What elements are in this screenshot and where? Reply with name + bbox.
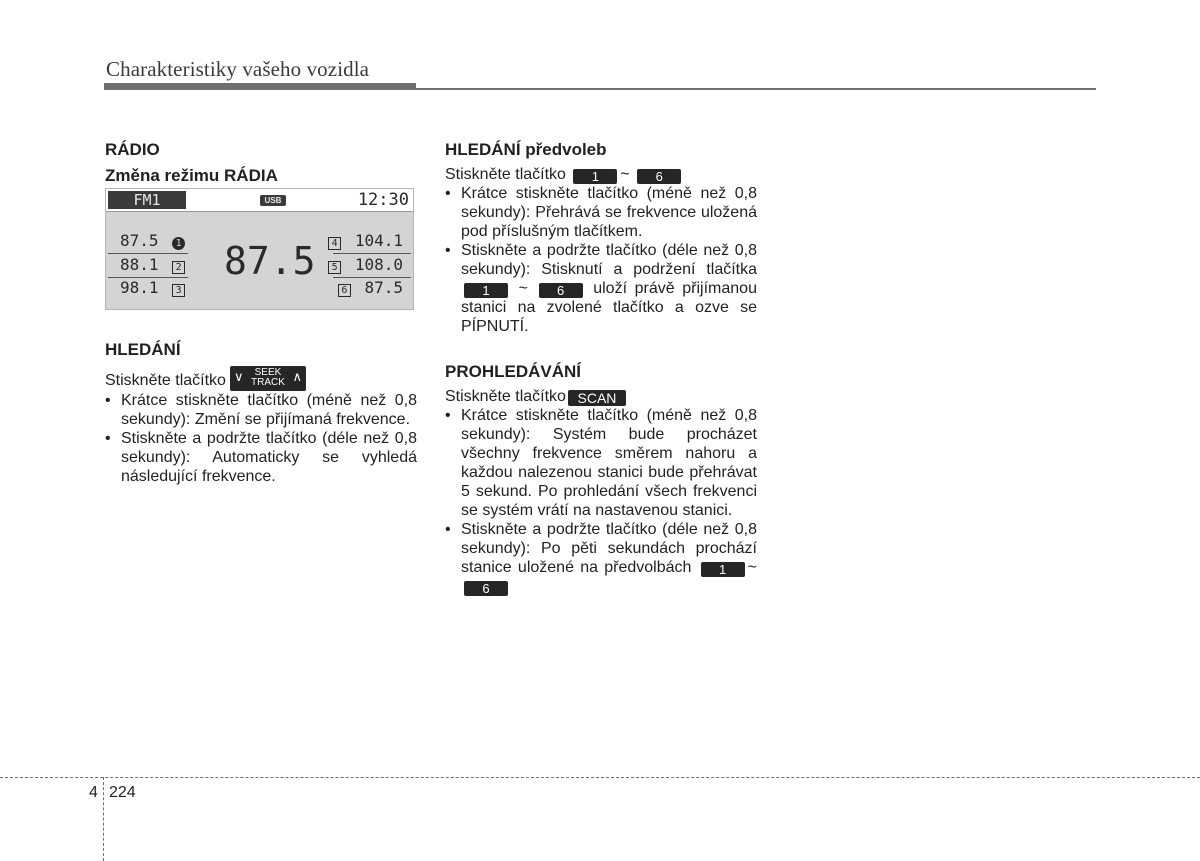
preset-separator: [333, 253, 411, 254]
list-item: • Krátce stiskněte tlačítko (méně než 0,8 sekundy): Přehrává se frekvence uložená pod příslušným tlačítkem.: [445, 184, 757, 241]
preset-1-button[interactable]: 1: [573, 169, 617, 184]
preset-number-badge: 4: [328, 237, 341, 250]
radio-display: [105, 188, 414, 310]
chevron-down-icon: ∨: [233, 369, 244, 384]
tilde: ~: [747, 559, 757, 576]
preset-row: [120, 256, 198, 274]
preset-freq: 98.1: [120, 278, 159, 297]
preset-1-button[interactable]: 1: [464, 283, 508, 298]
header-rule-thick: [104, 83, 416, 90]
preset-row: [325, 279, 403, 297]
right-column: [445, 140, 757, 596]
usb-badge: USB: [260, 195, 286, 206]
preset-search-bullets: [445, 184, 757, 336]
preset-number-badge: 1: [172, 237, 185, 250]
preset-number-badge: 5: [328, 261, 341, 274]
preset-row: [120, 232, 198, 250]
preset-freq: 87.5: [120, 231, 159, 250]
header-title: Charakteristiky vašeho vozidla: [106, 57, 370, 81]
header-rule-thin: [416, 88, 1096, 90]
scan-lead: [445, 387, 757, 406]
preset-row: [120, 279, 198, 297]
display-top-bar: [106, 189, 413, 212]
scan-button[interactable]: SCAN: [568, 390, 626, 406]
tilde: ~: [620, 166, 630, 183]
preset-separator: [108, 253, 188, 254]
footer-divider: [103, 777, 104, 861]
list-item: • Krátce stiskněte tlačítko (méně než 0,8 sekundy): Systém bude procházet všechny frekvence směrem nahoru a každou nalezenou stanici bude přehrávat 5 sekund. Po prohledání všech frekvenci se systém vrátí na nastavenou stanici.: [445, 406, 757, 520]
preset-search-heading: HLEDÁNÍ předvoleb: [445, 140, 607, 159]
list-item: [445, 241, 757, 336]
bullet-text: uloží právě přijímanou stanici na zvolené tlačítko a ozve se PÍPNUTÍ.: [461, 280, 757, 335]
search-bullets: [105, 391, 417, 486]
chapter-number: 4: [89, 784, 98, 801]
radio-mode-heading: Změna režimu RÁDIA: [105, 166, 278, 185]
bullet-text: Stiskněte a podržte tlačítko (déle než 0,8 sekundy): Po pěti sekundách prochází stanice uložené na předvolbách: [461, 521, 757, 576]
preset-1-button[interactable]: 1: [701, 562, 745, 577]
page-number: 224: [109, 784, 136, 801]
current-frequency: 87.5: [224, 239, 316, 283]
seek-label: SEEK: [254, 367, 282, 378]
search-section: [105, 340, 417, 486]
preset-6-button[interactable]: 6: [539, 283, 583, 298]
preset-freq: 87.5: [364, 278, 403, 297]
seek-track-button[interactable]: [230, 366, 306, 391]
preset-row: [325, 256, 403, 274]
clock: 12:30: [357, 190, 409, 210]
scan-heading: PROHLEDÁVÁNÍ: [445, 362, 582, 381]
preset-6-button[interactable]: 6: [464, 581, 508, 596]
bullet-text: Stiskněte a podržte tlačítko (déle než 0,8 sekundy): Stisknutí a podržení tlačítka: [461, 242, 757, 278]
left-column: [105, 140, 417, 186]
preset-number-badge: 2: [172, 261, 185, 274]
preset-number-badge: 3: [172, 284, 185, 297]
preset-lead-text: Stiskněte tlačítko: [445, 166, 566, 183]
list-item: [445, 520, 757, 596]
preset-freq: 104.1: [354, 231, 403, 250]
list-item: • Stiskněte a podržte tlačítko (déle než 0,8 sekundy): Automaticky se vyhledá následující frekvence.: [105, 429, 417, 486]
search-heading: HLEDÁNÍ: [105, 340, 181, 359]
footer-rule: [0, 777, 1200, 778]
list-item: • Krátce stiskněte tlačítko (méně než 0,8 sekundy): Změní se přijímaná frekvence.: [105, 391, 417, 429]
chevron-up-icon: ∧: [292, 369, 302, 384]
band-indicator: FM1: [108, 191, 186, 209]
preset-row: [325, 232, 403, 250]
search-lead: [105, 366, 417, 391]
track-label: TRACK: [251, 377, 285, 388]
radio-heading: RÁDIO: [105, 140, 160, 159]
preset-freq: 108.0: [354, 255, 403, 274]
scan-lead-text: Stiskněte tlačítko: [445, 388, 566, 405]
preset-search-lead: [445, 165, 757, 184]
tilde: ~: [518, 280, 528, 297]
preset-6-button[interactable]: 6: [637, 169, 681, 184]
search-lead-text: Stiskněte tlačítko: [105, 372, 226, 389]
preset-freq: 88.1: [120, 255, 159, 274]
scan-bullets: [445, 406, 757, 596]
preset-number-badge: 6: [338, 284, 351, 297]
